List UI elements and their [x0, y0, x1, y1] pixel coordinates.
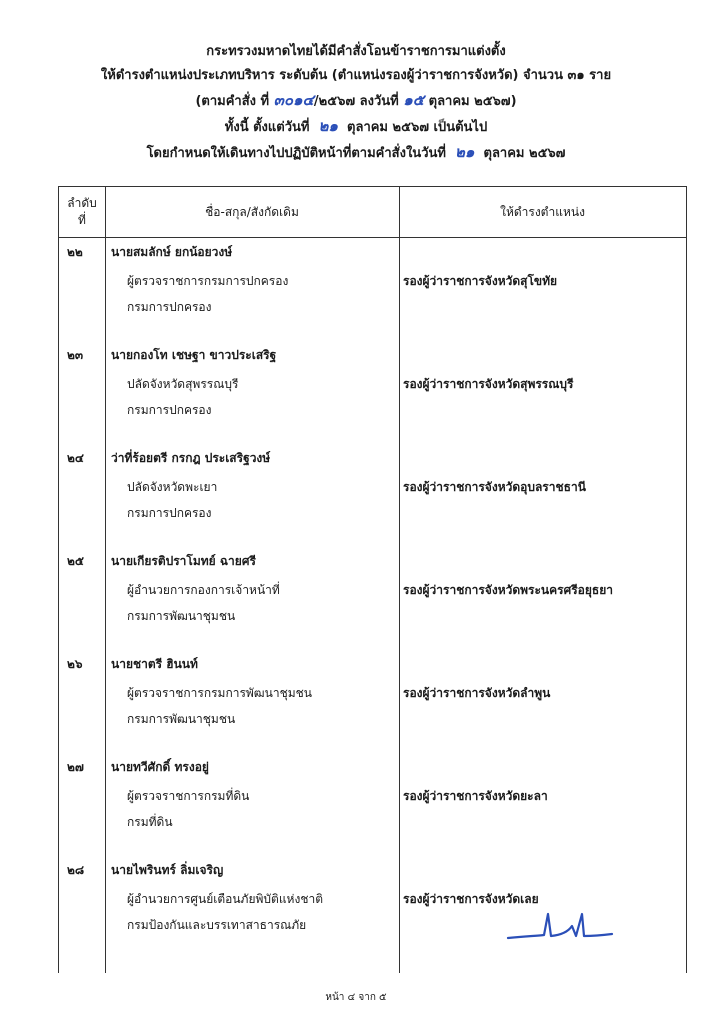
former-post: [127, 577, 280, 629]
new-position: รองผู้ว่าราชการจังหวัดอุบลราชธานี: [403, 480, 586, 494]
table-row: [59, 448, 686, 548]
order-number-handwritten: ๓๐๑๔: [273, 91, 314, 109]
former-position: ปลัดจังหวัดพะเยา: [127, 480, 218, 494]
row-number: ๒๕: [67, 554, 84, 568]
table-header: [59, 187, 686, 238]
new-position: รองผู้ว่าราชการจังหวัดลำพูน: [403, 686, 551, 700]
header-line-1: กระทรวงมหาดไทยได้มีคำสั่งโอนข้าราชการมาแต่งตั้ง: [206, 44, 506, 59]
table-row: [59, 345, 686, 445]
new-position: รองผู้ว่าราชการจังหวัดพระนครศรีอยุธยา: [403, 583, 613, 597]
former-post: [127, 680, 312, 732]
former-post: [127, 886, 323, 938]
travel-suffix: ตุลาคม ๒๕๖๗: [483, 146, 566, 161]
former-position: ผู้อำนวยการศูนย์เตือนภัยพิบัติแห่งชาติ: [127, 892, 323, 906]
row-number: ๒๖: [67, 657, 83, 671]
header-line-3: [0, 88, 712, 114]
header-name: ชื่อ-สกุล/สังกัดเดิม: [205, 204, 299, 219]
former-department: กรมการปกครอง: [127, 300, 212, 314]
row-number: ๒๓: [67, 348, 84, 362]
table-row: [59, 551, 686, 651]
document-header: [0, 40, 712, 166]
former-department: กรมการปกครอง: [127, 506, 212, 520]
page-number: หน้า ๔ จาก ๕: [325, 992, 387, 1003]
new-position: รองผู้ว่าราชการจังหวัดยะลา: [403, 789, 548, 803]
table-row: [59, 654, 686, 754]
person-name: นายกองโท เชษฐา ขาวประเสริฐ: [111, 348, 277, 362]
person-name: ว่าที่ร้อยตรี กรกฎ ประเสริฐวงษ์: [111, 451, 271, 465]
former-post: [127, 268, 288, 320]
header-no-line2: ที่: [78, 213, 86, 227]
former-department: กรมป้องกันและบรรเทาสาธารณภัย: [127, 918, 307, 932]
former-position: ผู้ตรวจราชการกรมการพัฒนาชุมชน: [127, 686, 312, 700]
former-post: [127, 783, 249, 835]
header-position: ให้ดำรงตำแหน่ง: [500, 204, 585, 219]
travel-day-handwritten: ๒๑: [455, 143, 475, 161]
former-position: ผู้ตรวจราชการกรมที่ดิน: [127, 789, 250, 803]
order-day-handwritten: ๑๕: [403, 91, 425, 109]
header-line-4: [0, 114, 712, 140]
former-department: กรมการพัฒนาชุมชน: [127, 609, 236, 623]
header-line-5: [0, 140, 712, 166]
former-position: ผู้อำนวยการกองการเจ้าหน้าที่: [127, 583, 280, 597]
former-post: [127, 474, 217, 526]
effective-prefix: ทั้งนี้ ตั้งแต่วันที่: [224, 120, 310, 135]
person-name: นายสมลักษ์ ยกน้อยวงษ์: [111, 245, 233, 259]
former-department: กรมการพัฒนาชุมชน: [127, 712, 236, 726]
person-name: นายเกียรติปราโมทย์ ฉายศรี: [111, 554, 256, 568]
order-mid: /๒๕๖๗ ลงวันที่: [313, 94, 399, 109]
former-department: กรมการปกครอง: [127, 403, 212, 417]
person-name: นายทวีศักดิ์ ทรงอยู่: [111, 760, 209, 774]
header-no: [59, 187, 105, 237]
travel-prefix: โดยกำหนดให้เดินทางไปปฏิบัติหน้าที่ตามคำสั่งในวันที่: [146, 146, 446, 161]
table-row: [59, 757, 686, 857]
effective-suffix: ตุลาคม ๒๕๖๗ เป็นต้นไป: [347, 120, 488, 135]
row-number: ๒๗: [67, 760, 84, 774]
appointment-table: [58, 186, 687, 973]
row-number: ๒๒: [67, 245, 83, 259]
new-position: รองผู้ว่าราชการจังหวัดเลย: [403, 892, 539, 906]
handwritten-signature: [506, 902, 614, 950]
new-position: รองผู้ว่าราชการจังหวัดสุพรรณบุรี: [403, 377, 574, 391]
order-prefix: (ตามคำสั่ง ที่: [195, 94, 270, 109]
former-department: กรมที่ดิน: [127, 815, 173, 829]
new-position: รองผู้ว่าราชการจังหวัดสุโขทัย: [403, 274, 558, 288]
person-name: นายไพรินทร์ ลิ่มเจริญ: [111, 863, 224, 877]
effective-day-handwritten: ๒๑: [318, 117, 338, 135]
row-number: ๒๔: [67, 451, 84, 465]
header-line-2: ให้ดำรงตำแหน่งประเภทบริหาร ระดับต้น (ตำแหน่งรองผู้ว่าราชการจังหวัด) จำนวน ๓๑ ราย: [100, 68, 612, 83]
table-row: [59, 242, 686, 342]
order-suffix: ตุลาคม ๒๕๖๗): [428, 94, 517, 109]
former-position: ปลัดจังหวัดสุพรรณบุรี: [127, 377, 239, 391]
person-name: นายชาตรี ฮินนท์: [111, 657, 198, 671]
row-number: ๒๘: [67, 863, 85, 877]
former-position: ผู้ตรวจราชการกรมการปกครอง: [127, 274, 289, 288]
former-post: [127, 371, 238, 423]
header-no-line1: ลำดับ: [67, 196, 97, 210]
